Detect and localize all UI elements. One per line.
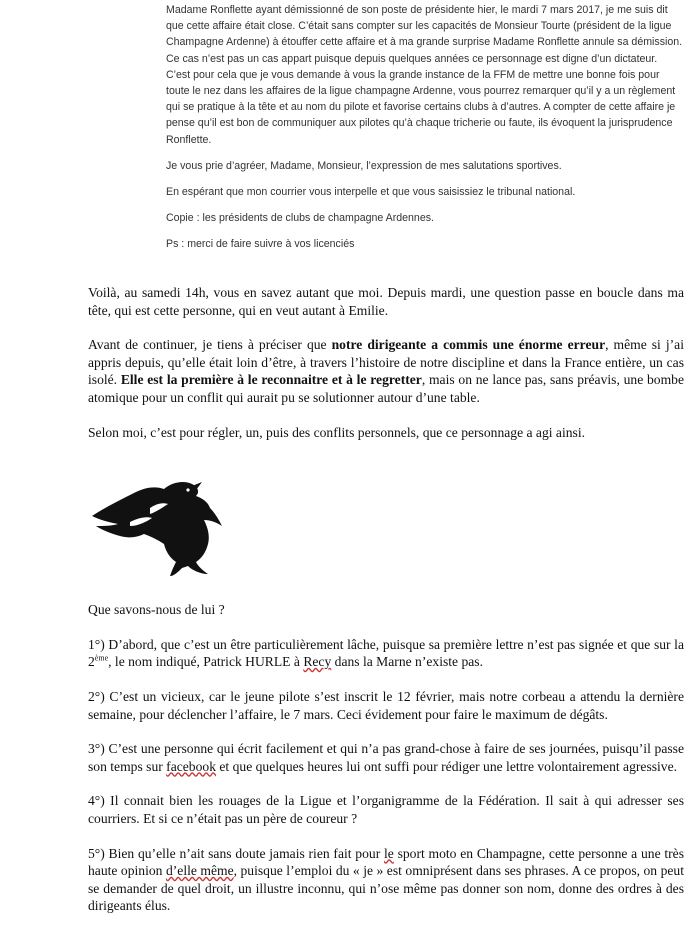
article-paragraph-3: Selon moi, c’est pour régler, un, puis des conflits personnels, que ce personnage a agi ainsi. <box>88 424 586 440</box>
item1-text-b: , le nom indiqué, Patrick HURLE à <box>108 654 304 670</box>
p2-bold-a: notre dirigeante a commis une énorme erreur <box>331 337 606 353</box>
item1-recy: Recy <box>303 654 332 670</box>
item5-le: le <box>384 845 394 861</box>
list-item-1 <box>88 636 684 671</box>
list-item-3 <box>88 740 684 775</box>
p2-text-a: Avant de continuer, je tiens à préciser que <box>88 337 332 353</box>
p2-text-c: , même si j’ai appris depuis, qu’elle était loin d’être, à travers l’histoire de notre discipline et dans la France entière, un cas isolé. <box>88 337 684 388</box>
item5-text-a: 5°) Bien qu’elle n’ait sans doute jamais rien fait pour <box>88 845 384 861</box>
scanned-letter-excerpt <box>166 2 684 253</box>
item5-text-b: sport moto en Champagne, cette personne a une très haute opinion <box>88 845 684 879</box>
item5-text-c: , puisque l’emploi du « je » est omniprésent dans ses phrases. A ce propos, on peut se demander de quel droit, un illustre inconnu, qui n’ose même pas donner son nom, donne des ordres à des dirigeants élus. <box>88 863 684 914</box>
article-body <box>88 284 684 915</box>
item5-elle-meme: d’elle même <box>165 863 234 879</box>
letter-paragraph: Madame Ronflette ayant démissionné de son poste de présidente hier, le mardi 7 mars 2017, je me suis dit que cette affaire était close. C’était sans compter sur les capacités de Monsieur Tourte (président de la ligue Champagne Ardenne) à étouffer cette affaire et à ma grande surprise Madame Ronflette annule sa démission. Ce cas n’est pas un cas appart puisque depuis quelques années ce personnage est digne d’un dictateur. C’est pour cela que je vous demande à vous la grande instance de la FFM de mettre une bonne fois pour toute le nez dans les affaires de la ligue champagne Ardenne, vous pourrez remarquer qu’il y a un règlement qui se pratique à la tête et au nom du pilote et favorise certains clubs à d’autres. A compter de cette affaire je pense qu’il est bon de communiquer aux pilotes qu’à chaque tricherie ou faute, ils évoquent la jurisprudence Ronflette. <box>166 4 683 146</box>
letter-copy: Copie : les présidents de clubs de champagne Ardennes. <box>166 212 434 225</box>
item1-text-a: 1°) D’abord, que c’est un être particulièrement lâche, puisque sa première lettre n’est pas signée et que sur la 2 <box>88 636 684 670</box>
letter-ps: Ps : merci de faire suivre à vos licenciés <box>166 238 355 251</box>
p2-text-e: , mais on ne lance pas, sans préavis, une bombe atomique pour un conflit qui aurait pu se solutionner autour d’une table. <box>88 372 684 405</box>
item1-superscript: ème <box>94 653 109 663</box>
list-item-2: 2°) C’est un vicieux, car le jeune pilote s’est inscrit le 12 février, mais notre corbeau a attendu la dernière semaine, pour déclencher l’affaire, le 7 mars. Ceci évidement pour faire le maximum de dégâts. <box>88 688 684 722</box>
item3-text-b: et que quelques heures lui ont suffi pour rédiger une lettre volontairement agressive. <box>216 758 678 774</box>
p2-bold-d: Elle est la première à le reconnaitre et à le regretter <box>120 372 422 388</box>
list-item-5 <box>88 845 684 915</box>
article-paragraph-1: Voilà, au samedi 14h, vous en savez autant que moi. Depuis mardi, une question passe en boucle dans ma tête, qui est cette personne, qui en veut autant à Emilie. <box>88 285 684 318</box>
item1-text-c: dans la Marne n’existe pas. <box>331 654 483 670</box>
letter-hope: En espérant que mon courrier vous interpelle et que vous saisissiez le tribunal national. <box>166 186 576 199</box>
question-heading: Que savons-nous de lui ? <box>88 602 225 618</box>
article-paragraph-2 <box>88 336 684 406</box>
raven-illustration <box>90 478 226 578</box>
item3-facebook: facebook <box>166 758 216 774</box>
item3-text-a: 3°) C’est une personne qui écrit facilement et qui n’a pas grand-chose à faire de ses journées, puisqu’il passe son temps sur <box>88 741 684 774</box>
letter-salutation: Je vous prie d’agréer, Madame, Monsieur, l’expression de mes salutations sportives. <box>166 159 562 172</box>
list-item-4: 4°) Il connait bien les rouages de la Ligue et l’organigramme de la Fédération. Il sait à qui adresser ses courriers. Et si ce n’était pas un père de coureur ? <box>88 793 684 826</box>
